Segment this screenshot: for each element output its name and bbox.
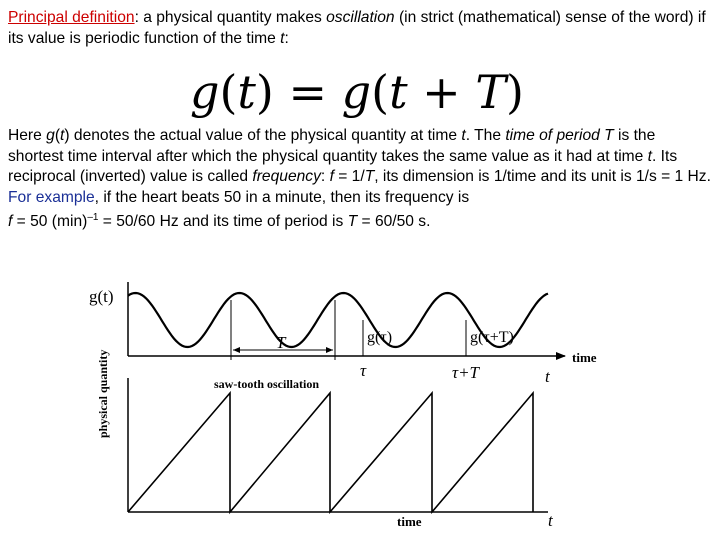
definition-text: a physical quantity makes [138,9,327,26]
explanation-text: = 1/ [333,168,365,186]
var-T: T [364,168,375,186]
frequency-term: frequency [252,168,321,186]
sawtooth-wave [128,393,533,512]
explanation-text: . Its reciprocal (inverted) value is called [8,147,678,186]
explanation-text: . The [465,127,506,144]
explanation-text: : [320,168,330,186]
formula-g: g [190,65,220,119]
example-text: = 50 (min) [12,213,88,231]
formula-paren: ( [219,65,238,119]
var-f: f [8,213,13,231]
time-variable: t [280,29,285,47]
oscillation-term: oscillation [326,9,395,26]
var-t: t [461,127,466,144]
explanation-text: is the shortest time interval after which the physical quantity takes the same value as it had at time [8,127,656,165]
sawtooth-title: saw-tooth oscillation [214,377,319,391]
principal-definition-term: Principal definition [8,9,135,26]
formula-g: g [341,65,372,119]
period-term: time of period T [505,127,614,144]
var-g: g [46,127,55,144]
var-T: T [347,213,358,231]
definition-text: : [134,9,139,26]
formula-equals: = [273,65,342,119]
bottom-x-axis-label: time [397,514,422,529]
example-text: , if the heart beats 50 in a minute, then its frequency is [94,188,470,206]
period-arrow-left [233,347,240,353]
g-tau-plus-T-label: g(τ+T) [470,329,514,346]
top-x-axis-label: time [572,350,597,365]
explanation-text: ) denotes the actual value of the physical quantity at time [64,127,462,144]
formula-period: T [475,65,507,119]
period-arrow-right [326,347,333,353]
exponent: –1 [87,212,99,224]
example-text: = 60/50 s. [357,213,431,231]
y-axis-label: physical quantity [96,349,110,438]
formula-paren: ) [506,65,524,119]
tau-plus-T-label: τ+T [452,363,480,382]
period-T-label: T [276,333,286,352]
formula-t: t [237,65,256,119]
top-t-label: t [545,367,550,386]
definition-text: (in strict (mathematical) sense of the word) if its value is periodic function of the time [8,9,706,47]
tau-label: τ [360,361,367,380]
example-text: = 50/60 Hz and its time of period is [98,213,348,231]
formula-t: t [389,65,408,119]
explanation-text: Here [8,127,47,144]
g-tau-label: g(τ) [367,329,393,346]
var-t: t [647,147,652,165]
example-label: For example [8,188,95,206]
formula-paren: ( [371,65,390,119]
var-t: t [60,127,65,144]
explanation-text: ( [54,127,61,144]
var-f: f [329,168,334,186]
explanation-text: , its dimension is 1/time and its unit is 1/s = 1 Hz. [374,168,711,186]
definition-text: : [284,29,289,47]
top-y-axis-title: g(t) [89,287,114,306]
formula-paren: ) [255,65,274,119]
bottom-t-label: t [548,511,553,530]
formula-plus: + [407,65,476,119]
